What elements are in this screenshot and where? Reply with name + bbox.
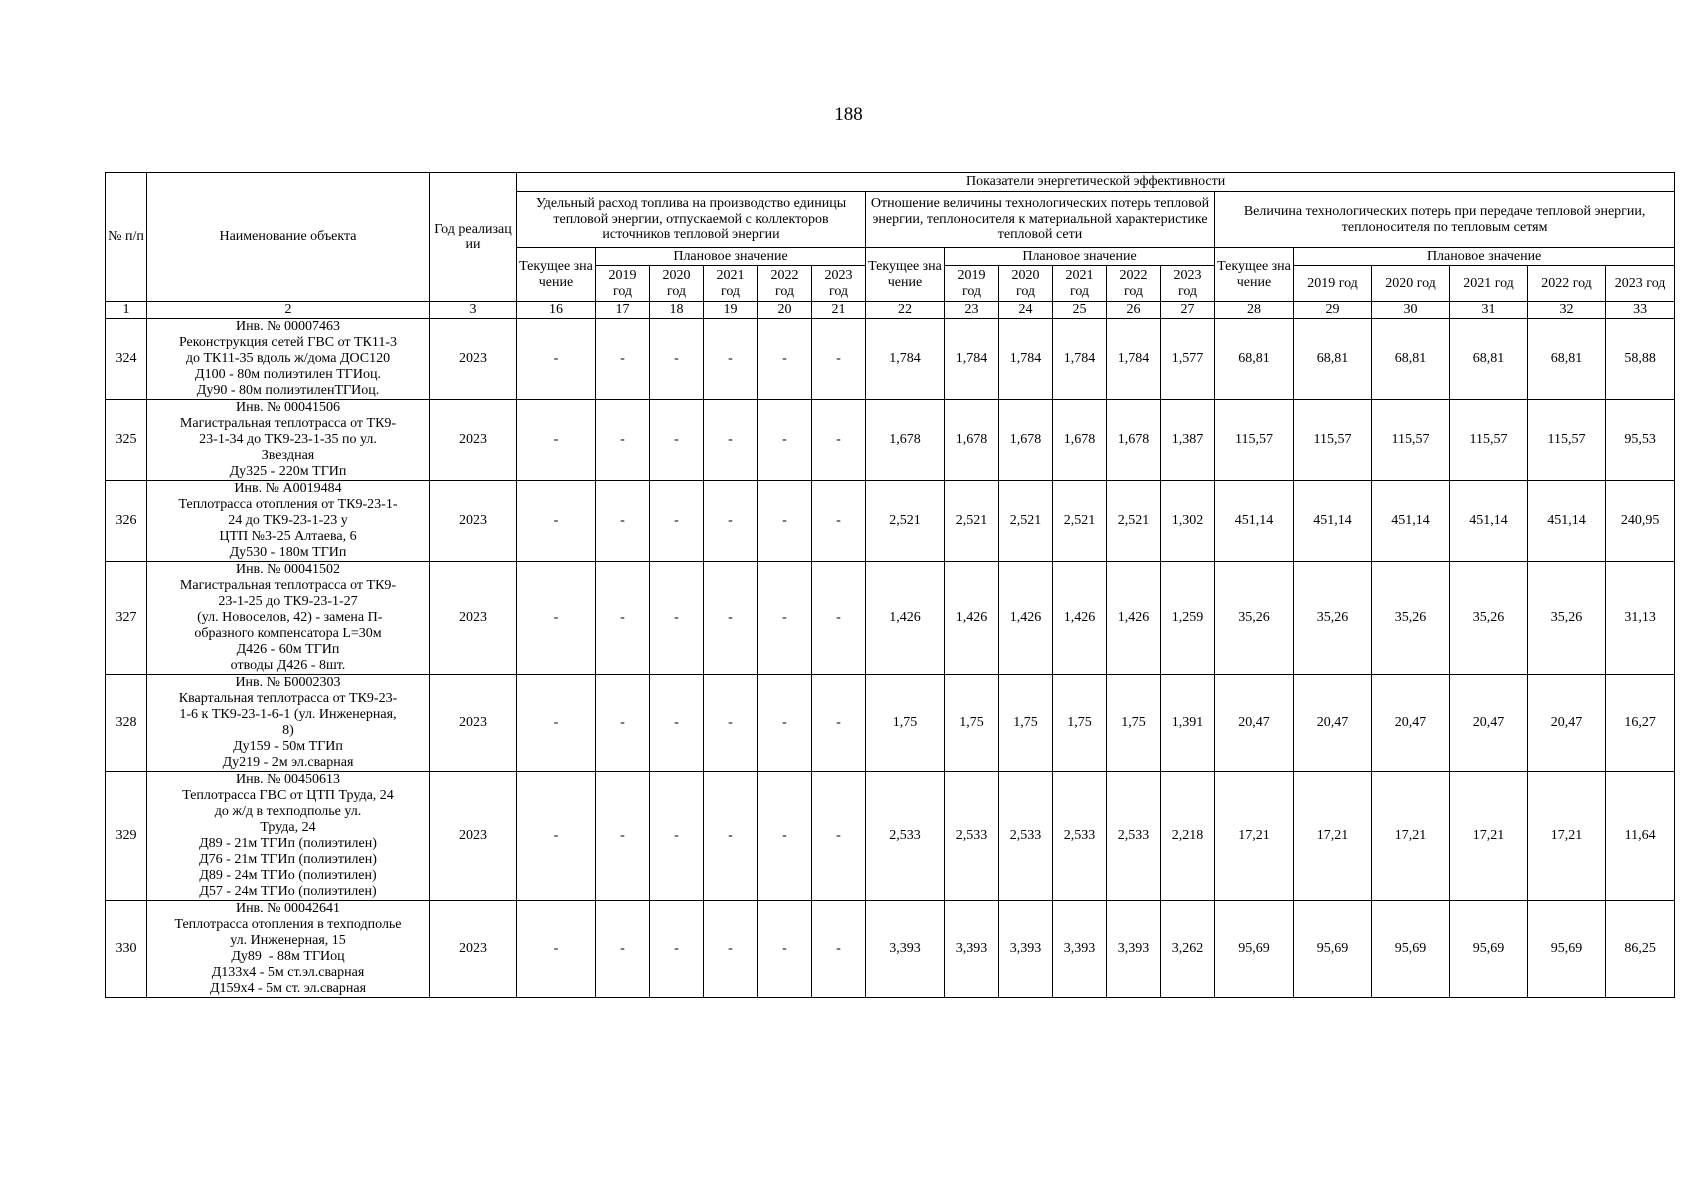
value-g2: 2,533 <box>1107 772 1161 901</box>
table-row <box>106 901 1675 998</box>
value-g2: 3,393 <box>999 901 1053 998</box>
object-name <box>147 400 430 481</box>
value-g2: 1,678 <box>1053 400 1107 481</box>
value-g2: 1,259 <box>1161 562 1215 675</box>
column-number: 31 <box>1450 302 1528 319</box>
value-g3: 68,81 <box>1528 319 1606 400</box>
value-g3: 20,47 <box>1372 675 1450 772</box>
value-g3: 95,69 <box>1215 901 1294 998</box>
value-g2: 2,533 <box>1053 772 1107 901</box>
value-g3: 35,26 <box>1215 562 1294 675</box>
value-g2: 1,75 <box>999 675 1053 772</box>
table-row <box>106 562 1675 675</box>
value-g1: - <box>596 319 650 400</box>
value-g3: 35,26 <box>1450 562 1528 675</box>
value-g1: - <box>596 901 650 998</box>
value-g3: 20,47 <box>1215 675 1294 772</box>
object-name-line: до ТК11-35 вдоль ж/дома ДОС120 <box>185 351 391 366</box>
header-group-3: Величина технологических потерь при передаче тепловой энергии, теплоносителя по тепловым сетям <box>1215 192 1675 248</box>
value-g1: - <box>704 319 758 400</box>
object-name-line: Д426 - 60м ТГИп <box>236 642 340 657</box>
row-number: 327 <box>106 562 147 675</box>
value-g1: - <box>704 772 758 901</box>
object-name <box>147 319 430 400</box>
value-g1: - <box>758 562 812 675</box>
value-g3: 95,69 <box>1528 901 1606 998</box>
value-g2: 1,75 <box>945 675 999 772</box>
value-g2: 3,393 <box>945 901 999 998</box>
value-g3: 17,21 <box>1450 772 1528 901</box>
value-g1: - <box>650 772 704 901</box>
value-g3: 68,81 <box>1372 319 1450 400</box>
object-name-line: Д89 - 21м ТГИп (полиэтилен) <box>199 836 377 851</box>
column-number: 29 <box>1294 302 1372 319</box>
value-g2: 1,426 <box>999 562 1053 675</box>
value-g2: 1,75 <box>866 675 945 772</box>
value-g1: - <box>596 481 650 562</box>
column-number: 20 <box>758 302 812 319</box>
value-g1: - <box>517 400 596 481</box>
value-g3: 115,57 <box>1215 400 1294 481</box>
value-g3: 95,69 <box>1372 901 1450 998</box>
value-g3: 115,57 <box>1528 400 1606 481</box>
column-number: 1 <box>106 302 147 319</box>
value-g1: - <box>758 675 812 772</box>
value-g1: - <box>650 675 704 772</box>
object-name-line: до ж/д в техподполье ул. <box>214 804 362 819</box>
implementation-year: 2023 <box>430 675 517 772</box>
header-year-2021: 2021 год <box>1450 266 1528 302</box>
table-header <box>106 173 1675 319</box>
value-g2: 2,533 <box>999 772 1053 901</box>
value-g3: 451,14 <box>1528 481 1606 562</box>
object-name-line: 23-1-34 до ТК9-23-1-35 по ул. <box>199 432 377 447</box>
column-number: 17 <box>596 302 650 319</box>
value-g2: 1,302 <box>1161 481 1215 562</box>
value-g1: - <box>517 562 596 675</box>
object-name-line: Инв. № 00450613 <box>235 772 341 787</box>
row-number: 326 <box>106 481 147 562</box>
column-number: 22 <box>866 302 945 319</box>
value-g2: 1,678 <box>1107 400 1161 481</box>
object-name-line: Д159х4 - 5м ст. эл.сварная <box>209 981 367 996</box>
header-current-value: Текущее значение <box>866 248 945 302</box>
object-name-line: Квартальная теплотрасса от ТК9-23- <box>178 691 398 706</box>
header-current-value: Текущее значение <box>1215 248 1294 302</box>
value-g1: - <box>650 901 704 998</box>
value-g2: 1,784 <box>999 319 1053 400</box>
object-name <box>147 675 430 772</box>
value-g2: 1,426 <box>945 562 999 675</box>
column-number: 30 <box>1372 302 1450 319</box>
value-g1: - <box>650 400 704 481</box>
table-row <box>106 481 1675 562</box>
object-name-line: Д89 - 24м ТГИо (полиэтилен) <box>199 868 377 883</box>
implementation-year: 2023 <box>430 562 517 675</box>
value-g1: - <box>704 675 758 772</box>
header-year: Год реализации <box>430 173 517 302</box>
table-row <box>106 675 1675 772</box>
value-g3: 115,57 <box>1294 400 1372 481</box>
value-g2: 1,75 <box>1053 675 1107 772</box>
value-g2: 1,426 <box>1053 562 1107 675</box>
implementation-year: 2023 <box>430 400 517 481</box>
header-year-2022: 2022 год <box>1107 266 1161 302</box>
value-g1: - <box>650 562 704 675</box>
object-name-line: Звездная <box>261 448 315 463</box>
object-name-line: 24 до ТК9-23-1-23 у <box>228 513 348 528</box>
object-name <box>147 901 430 998</box>
value-g1: - <box>758 481 812 562</box>
value-g2: 2,521 <box>945 481 999 562</box>
object-name-line: Ду325 - 220м ТГИп <box>229 464 347 479</box>
row-number: 329 <box>106 772 147 901</box>
header-year-2019: 2019 год <box>945 266 999 302</box>
row-number: 330 <box>106 901 147 998</box>
header-year-2022: 2022 год <box>1528 266 1606 302</box>
column-number: 16 <box>517 302 596 319</box>
object-name-line: Теплотрасса отопления от ТК9-23-1- <box>178 497 398 512</box>
value-g3: 451,14 <box>1294 481 1372 562</box>
value-g1: - <box>812 901 866 998</box>
value-g3: 17,21 <box>1294 772 1372 901</box>
value-g3: 17,21 <box>1528 772 1606 901</box>
column-number: 28 <box>1215 302 1294 319</box>
value-g3: 35,26 <box>1372 562 1450 675</box>
header-year-2023: 2023 год <box>1606 266 1675 302</box>
object-name-line: Д133х4 - 5м ст.эл.сварная <box>211 965 365 980</box>
value-g3: 20,47 <box>1450 675 1528 772</box>
value-g1: - <box>517 675 596 772</box>
object-name-line: ул. Инженерная, 15 <box>230 933 346 948</box>
object-name-line: Ду159 - 50м ТГИп <box>233 739 343 754</box>
value-g1: - <box>812 481 866 562</box>
object-name-line: (ул. Новоселов, 42) - замена П- <box>193 610 383 625</box>
header-year-2021: 2021 год <box>704 266 758 302</box>
table-row <box>106 400 1675 481</box>
header-year-2019: 2019 год <box>596 266 650 302</box>
object-name-line: Магистральная теплотрасса от ТК9- <box>179 416 397 431</box>
object-name-line: Д57 - 24м ТГИо (полиэтилен) <box>199 884 377 899</box>
column-number: 33 <box>1606 302 1675 319</box>
object-name <box>147 481 430 562</box>
value-g1: - <box>596 772 650 901</box>
column-number: 26 <box>1107 302 1161 319</box>
column-number: 18 <box>650 302 704 319</box>
value-g1: - <box>596 400 650 481</box>
value-g3: 11,64 <box>1606 772 1675 901</box>
implementation-year: 2023 <box>430 901 517 998</box>
object-name-line: Инв. № Б0002303 <box>235 675 341 690</box>
object-name-line: 8) <box>282 723 294 738</box>
value-g1: - <box>704 400 758 481</box>
implementation-year: 2023 <box>430 772 517 901</box>
column-number: 2 <box>147 302 430 319</box>
value-g2: 2,533 <box>945 772 999 901</box>
column-number: 24 <box>999 302 1053 319</box>
value-g2: 1,784 <box>1053 319 1107 400</box>
value-g2: 1,678 <box>999 400 1053 481</box>
column-number: 19 <box>704 302 758 319</box>
value-g2: 1,678 <box>945 400 999 481</box>
value-g1: - <box>704 481 758 562</box>
column-number: 25 <box>1053 302 1107 319</box>
header-planned-value: Плановое значение <box>596 248 866 266</box>
header-year-2020: 2020 год <box>999 266 1053 302</box>
row-number: 324 <box>106 319 147 400</box>
value-g3: 35,26 <box>1294 562 1372 675</box>
header-year-2022: 2022 год <box>758 266 812 302</box>
value-g2: 2,521 <box>1107 481 1161 562</box>
header-year-2023: 2023 год <box>812 266 866 302</box>
value-g1: - <box>758 901 812 998</box>
value-g1: - <box>758 319 812 400</box>
column-number: 23 <box>945 302 999 319</box>
header-year-2020: 2020 год <box>1372 266 1450 302</box>
value-g1: - <box>517 772 596 901</box>
value-g2: 2,521 <box>866 481 945 562</box>
value-g1: - <box>758 400 812 481</box>
value-g3: 95,53 <box>1606 400 1675 481</box>
value-g1: - <box>812 562 866 675</box>
value-g1: - <box>812 400 866 481</box>
value-g1: - <box>812 319 866 400</box>
object-name-line: Д76 - 21м ТГИп (полиэтилен) <box>199 852 377 867</box>
header-year-2021: 2021 год <box>1053 266 1107 302</box>
header-current-value: Текущее значение <box>517 248 596 302</box>
value-g2: 1,426 <box>1107 562 1161 675</box>
value-g2: 2,533 <box>866 772 945 901</box>
value-g1: - <box>650 481 704 562</box>
object-name-line: Ду89 - 88м ТГИоц <box>231 949 345 964</box>
value-g3: 68,81 <box>1294 319 1372 400</box>
value-g2: 2,521 <box>999 481 1053 562</box>
value-g2: 1,391 <box>1161 675 1215 772</box>
object-name-line: 1-6 к ТК9-23-1-6-1 (ул. Инженерная, <box>179 707 397 722</box>
value-g3: 86,25 <box>1606 901 1675 998</box>
header-year-2019: 2019 год <box>1294 266 1372 302</box>
value-g2: 1,387 <box>1161 400 1215 481</box>
object-name-line: Ду90 - 80м полиэтиленТГИоц. <box>196 383 380 398</box>
value-g2: 1,784 <box>866 319 945 400</box>
value-g2: 2,521 <box>1053 481 1107 562</box>
value-g1: - <box>704 901 758 998</box>
object-name-line: Теплотрасса ГВС от ЦТП Труда, 24 <box>182 788 394 803</box>
value-g1: - <box>812 675 866 772</box>
value-g2: 1,784 <box>945 319 999 400</box>
value-g3: 451,14 <box>1450 481 1528 562</box>
value-g1: - <box>517 901 596 998</box>
object-name-line: Инв. № 00007463 <box>235 319 341 334</box>
page-number: 188 <box>834 104 863 125</box>
value-g2: 1,75 <box>1107 675 1161 772</box>
object-name-line: Инв. № А0019484 <box>234 481 342 496</box>
header-group-1: Удельный расход топлива на производство единицы тепловой энергии, отпускаемой с коллекторов источников тепловой энергии <box>517 192 866 248</box>
value-g3: 35,26 <box>1528 562 1606 675</box>
implementation-year: 2023 <box>430 481 517 562</box>
object-name <box>147 562 430 675</box>
value-g3: 17,21 <box>1215 772 1294 901</box>
value-g1: - <box>517 319 596 400</box>
object-name-line: Магистральная теплотрасса от ТК9- <box>179 578 397 593</box>
value-g3: 31,13 <box>1606 562 1675 675</box>
value-g3: 115,57 <box>1450 400 1528 481</box>
object-name <box>147 772 430 901</box>
object-name-line: Д100 - 80м полиэтилен ТГИоц. <box>195 367 381 382</box>
value-g1: - <box>704 562 758 675</box>
value-g2: 3,393 <box>1107 901 1161 998</box>
header-year-2020: 2020 год <box>650 266 704 302</box>
column-number: 3 <box>430 302 517 319</box>
object-name-line: Инв. № 00041502 <box>235 562 341 577</box>
header-planned-value: Плановое значение <box>945 248 1215 266</box>
value-g1: - <box>596 562 650 675</box>
object-name-line: Труда, 24 <box>260 820 316 835</box>
header-name: Наименование объекта <box>147 173 430 302</box>
object-name-line: Реконструкция сетей ГВС от ТК11-3 <box>178 335 398 350</box>
value-g3: 17,21 <box>1372 772 1450 901</box>
row-number: 328 <box>106 675 147 772</box>
value-g3: 115,57 <box>1372 400 1450 481</box>
column-number: 32 <box>1528 302 1606 319</box>
object-name-line: 23-1-25 до ТК9-23-1-27 <box>218 594 358 609</box>
row-number: 325 <box>106 400 147 481</box>
value-g3: 95,69 <box>1294 901 1372 998</box>
column-number: 27 <box>1161 302 1215 319</box>
object-name-line: Ду219 - 2м эл.сварная <box>222 755 354 770</box>
value-g2: 3,393 <box>1053 901 1107 998</box>
value-g3: 68,81 <box>1215 319 1294 400</box>
value-g2: 1,784 <box>1107 319 1161 400</box>
value-g3: 240,95 <box>1606 481 1675 562</box>
value-g3: 20,47 <box>1528 675 1606 772</box>
energy-efficiency-table <box>105 172 1675 998</box>
value-g2: 1,678 <box>866 400 945 481</box>
value-g3: 20,47 <box>1294 675 1372 772</box>
value-g2: 1,426 <box>866 562 945 675</box>
header-group-2: Отношение величины технологических потерь тепловой энергии, теплоносителя к материальной характеристике тепловой сети <box>866 192 1215 248</box>
column-number: 21 <box>812 302 866 319</box>
value-g3: 95,69 <box>1450 901 1528 998</box>
value-g3: 16,27 <box>1606 675 1675 772</box>
object-name-line: Инв. № 00042641 <box>235 901 341 916</box>
header-num: № п/п <box>106 173 147 302</box>
table-body <box>106 319 1675 998</box>
object-name-line: Инв. № 00041506 <box>235 400 341 415</box>
table-row <box>106 772 1675 901</box>
value-g3: 451,14 <box>1215 481 1294 562</box>
object-name-line: ЦТП №3-25 Алтаева, 6 <box>219 529 357 544</box>
value-g2: 3,262 <box>1161 901 1215 998</box>
object-name-line: Ду530 - 180м ТГИп <box>229 545 347 560</box>
value-g3: 58,88 <box>1606 319 1675 400</box>
value-g1: - <box>596 675 650 772</box>
value-g1: - <box>758 772 812 901</box>
value-g1: - <box>650 319 704 400</box>
implementation-year: 2023 <box>430 319 517 400</box>
table-row <box>106 319 1675 400</box>
header-indicators: Показатели энергетической эффективности <box>517 173 1675 192</box>
header-year-2023: 2023 год <box>1161 266 1215 302</box>
value-g2: 1,577 <box>1161 319 1215 400</box>
value-g3: 451,14 <box>1372 481 1450 562</box>
object-name-line: образного компенсатора L=30м <box>194 626 382 641</box>
object-name-line: Теплотрасса отопления в техподполье <box>174 917 402 932</box>
value-g1: - <box>812 772 866 901</box>
value-g3: 68,81 <box>1450 319 1528 400</box>
object-name-line: отводы Д426 - 8шт. <box>230 658 346 673</box>
header-planned-value: Плановое значение <box>1294 248 1675 266</box>
value-g1: - <box>517 481 596 562</box>
value-g2: 3,393 <box>866 901 945 998</box>
value-g2: 2,218 <box>1161 772 1215 901</box>
